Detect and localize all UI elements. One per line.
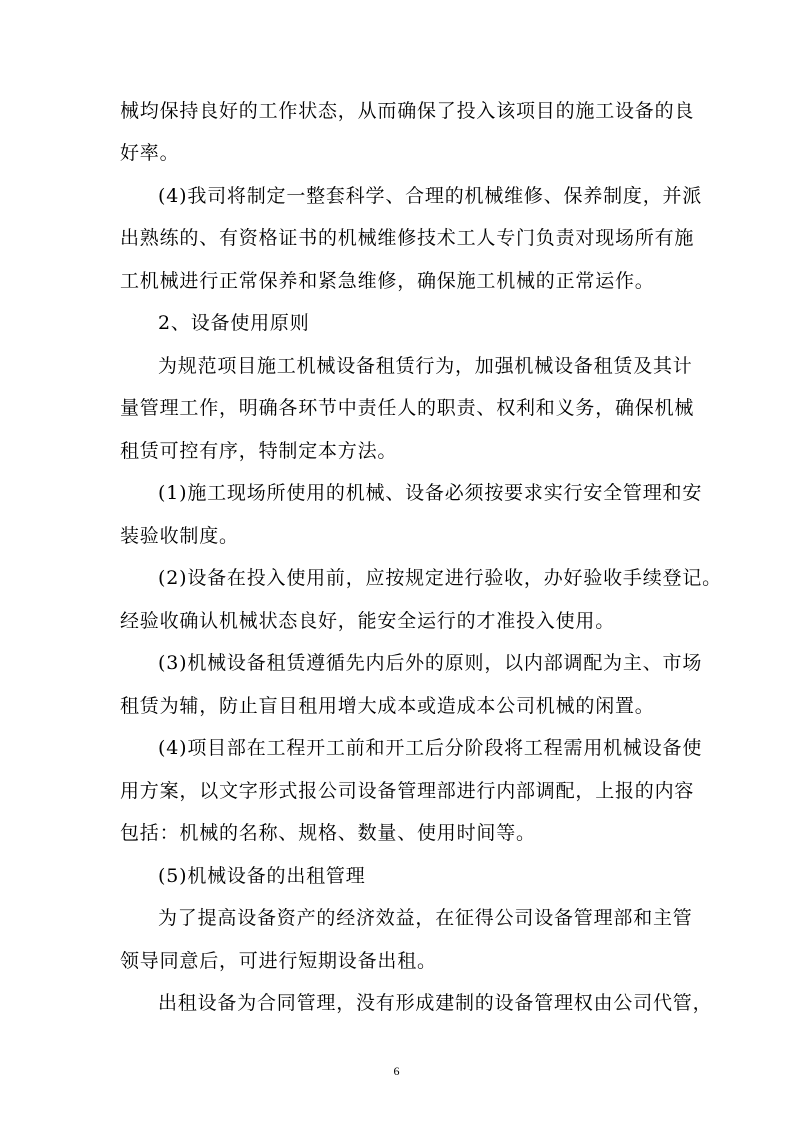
subsection-heading: (5)机械设备的出租管理 — [158, 865, 366, 887]
text-line: 租赁为辅，防止盲目租用增大成本或造成本公司机械的闲置。 — [120, 695, 655, 717]
text-line: 为规范项目施工机械设备租赁行为，加强机械设备租赁及其计 — [158, 355, 693, 377]
page-number: 6 — [393, 1064, 400, 1078]
text-line: 经验收确认机械状态良好，能安全运行的才准投入使用。 — [120, 610, 616, 632]
section-heading: 2、设备使用原则 — [158, 312, 310, 334]
text-line: 包括：机械的名称、规格、数量、使用时间等。 — [120, 822, 536, 844]
text-line: 出熟练的、有资格证书的机械维修技术工人专门负责对现场所有施 — [120, 227, 695, 249]
text-line: 械均保持良好的工作状态，从而确保了投入该项目的施工设备的良 — [120, 100, 695, 122]
text-line: 装验收制度。 — [120, 525, 239, 547]
text-line: 量管理工作，明确各环节中责任人的职责、权利和义务，确保机械 — [120, 397, 695, 419]
text-line: 出租设备为合同管理，没有形成建制的设备管理权由公司代管， — [158, 992, 713, 1014]
text-line: (4)项目部在工程开工前和开工后分阶段将工程需用机械设备使 — [158, 737, 703, 759]
text-line: 用方案，以文字形式报公司设备管理部进行内部调配，上报的内容 — [120, 780, 695, 802]
text-line: 为了提高设备资产的经济效益，在征得公司设备管理部和主管 — [158, 907, 693, 929]
text-line: 租赁可控有序，特制定本方法。 — [120, 440, 398, 462]
text-line: 领导同意后，可进行短期设备出租。 — [120, 950, 437, 972]
text-line: (4)我司将制定一整套科学、合理的机械维修、保养制度，并派 — [158, 185, 703, 207]
text-line: (2)设备在投入使用前，应按规定进行验收，办好验收手续登记。 — [158, 567, 722, 589]
text-line: 工机械进行正常保养和紧急维修，确保施工机械的正常运作。 — [120, 270, 655, 292]
text-line: (1)施工现场所使用的机械、设备必须按要求实行安全管理和安 — [158, 482, 703, 504]
text-line: 好率。 — [120, 142, 180, 164]
text-line: (3)机械设备租赁遵循先内后外的原则，以内部调配为主、市场 — [158, 652, 703, 674]
